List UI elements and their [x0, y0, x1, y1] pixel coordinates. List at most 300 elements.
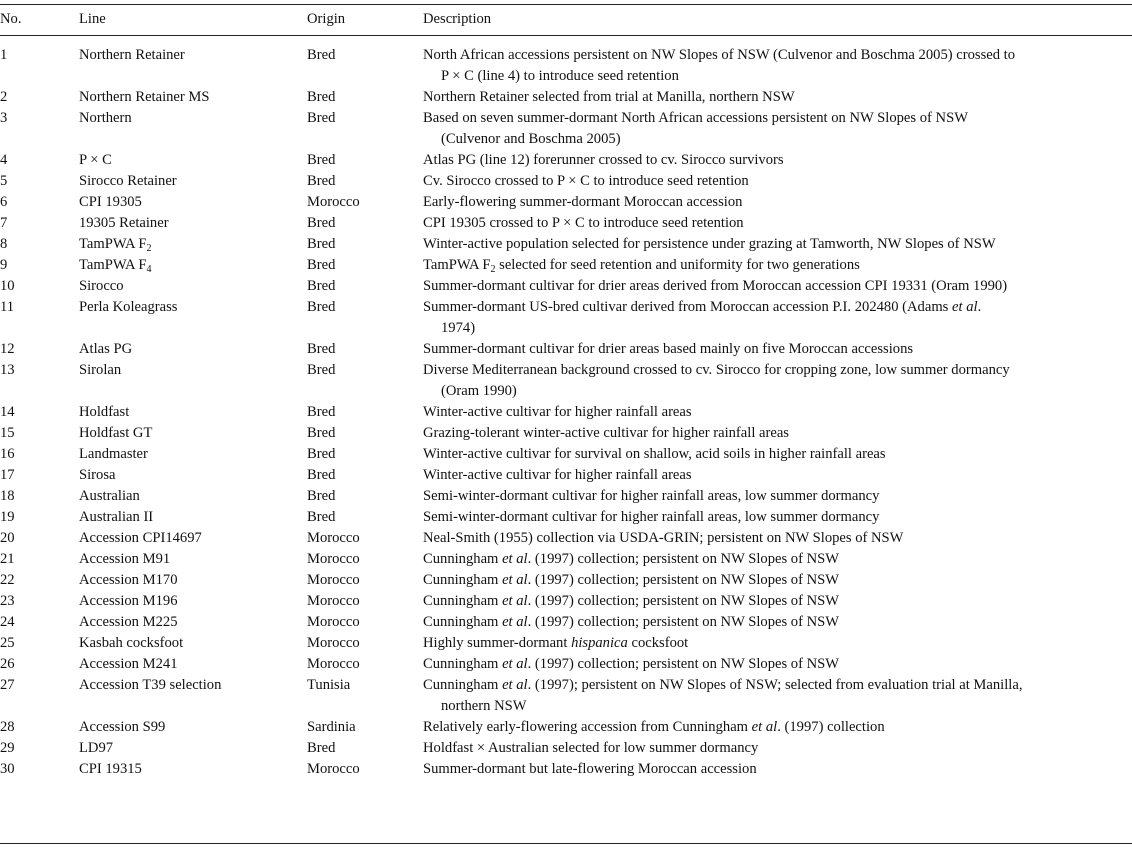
description-line-2: (Oram 1990)	[441, 383, 517, 399]
row-number	[0, 339, 79, 360]
description	[423, 759, 1132, 780]
origin	[307, 297, 423, 339]
table-row	[0, 738, 1132, 759]
description-text: Cunningham	[423, 593, 503, 609]
line-name-text: Sirocco Retainer	[79, 173, 177, 189]
origin-text: Morocco	[307, 194, 360, 210]
line-name	[79, 360, 307, 402]
description-line-1	[423, 276, 1132, 297]
row-number-text: 1	[0, 47, 8, 63]
table-row	[0, 591, 1132, 612]
row-number-text: 4	[0, 152, 8, 168]
description-text: Winter-active cultivar for higher rainfall areas	[423, 404, 692, 420]
table-row	[0, 549, 1132, 570]
origin-text: Bred	[307, 215, 336, 231]
line-name	[79, 633, 307, 654]
description-italic: et al	[502, 656, 528, 672]
line-name-text: CPI 19305	[79, 194, 142, 210]
row-number-text: 27	[0, 677, 15, 693]
origin-text: Bred	[307, 89, 336, 105]
description	[423, 171, 1132, 192]
description-tail: .	[977, 299, 982, 315]
line-name-text: Accession CPI14697	[79, 530, 202, 546]
row-number	[0, 633, 79, 654]
description-text: Summer-dormant but late-flowering Moroccan accession	[423, 761, 757, 777]
origin-text: Bred	[307, 236, 336, 252]
row-number	[0, 402, 79, 423]
table-row	[0, 759, 1132, 780]
origin	[307, 255, 423, 276]
description	[423, 528, 1132, 549]
origin	[307, 423, 423, 444]
origin	[307, 360, 423, 402]
description-italic: et al	[502, 677, 528, 693]
row-number	[0, 213, 79, 234]
description	[423, 591, 1132, 612]
description-text: Cunningham	[423, 656, 503, 672]
description-text: Summer-dormant cultivar for drier areas based mainly on five Moroccan accessions	[423, 341, 914, 357]
description-line-2: (Culvenor and Boschma 2005)	[441, 131, 621, 147]
origin-text: Morocco	[307, 614, 360, 630]
description-tail: . (1997); persistent on NW Slopes of NSW; selected from evaluation trial at Manilla,	[527, 677, 1023, 693]
row-number	[0, 297, 79, 339]
row-number	[0, 654, 79, 675]
line-name	[79, 654, 307, 675]
bottom-rule	[0, 843, 1132, 844]
description-text: Neal-Smith (1955) collection via USDA-GRIN; persistent on NW Slopes of NSW	[423, 530, 904, 546]
row-number	[0, 87, 79, 108]
line-name-text: CPI 19315	[79, 761, 142, 777]
description-line-1	[423, 444, 1132, 465]
line-name-text: Accession M170	[79, 572, 178, 588]
line-name	[79, 423, 307, 444]
row-number	[0, 150, 79, 171]
origin	[307, 276, 423, 297]
row-number	[0, 465, 79, 486]
description-text: TamPWA F	[423, 257, 491, 273]
description	[423, 633, 1132, 654]
description-line-1	[423, 570, 1132, 591]
row-number-text: 24	[0, 614, 15, 630]
description	[423, 255, 1132, 276]
line-name	[79, 717, 307, 738]
row-number-text: 16	[0, 446, 15, 462]
description	[423, 444, 1132, 465]
description-line-1	[423, 360, 1132, 381]
row-number	[0, 591, 79, 612]
description-line-1	[423, 297, 1132, 318]
table-row	[0, 654, 1132, 675]
description	[423, 360, 1132, 402]
origin	[307, 591, 423, 612]
line-name-text: Accession M241	[79, 656, 178, 672]
row-number	[0, 255, 79, 276]
table-header-row	[0, 0, 1132, 35]
line-name	[79, 150, 307, 171]
line-name	[79, 192, 307, 213]
description-tail: . (1997) collection; persistent on NW Slopes of NSW	[527, 551, 840, 567]
description	[423, 339, 1132, 360]
row-number-text: 30	[0, 761, 15, 777]
line-name-text: Holdfast GT	[79, 425, 153, 441]
origin	[307, 486, 423, 507]
row-number-text: 23	[0, 593, 15, 609]
row-number	[0, 35, 79, 87]
row-number-text: 19	[0, 509, 15, 525]
origin	[307, 507, 423, 528]
description-tail: . (1997) collection	[777, 719, 885, 735]
line-name-text: TamPWA F	[79, 236, 147, 252]
description-line-1	[423, 486, 1132, 507]
origin-text: Tunisia	[307, 677, 351, 693]
row-number-text: 20	[0, 530, 15, 546]
origin-text: Morocco	[307, 761, 360, 777]
description-line-1	[423, 423, 1132, 444]
table-row	[0, 465, 1132, 486]
row-number-text: 26	[0, 656, 15, 672]
description	[423, 675, 1132, 717]
description	[423, 654, 1132, 675]
line-name	[79, 276, 307, 297]
origin	[307, 108, 423, 150]
table-row	[0, 234, 1132, 255]
description-text: Grazing-tolerant winter-active cultivar for higher rainfall areas	[423, 425, 789, 441]
origin-text: Bred	[307, 509, 336, 525]
line-name-text: TamPWA F	[79, 257, 147, 273]
description-line-1	[423, 87, 1132, 108]
description	[423, 87, 1132, 108]
line-name	[79, 402, 307, 423]
row-number-text: 22	[0, 572, 15, 588]
origin-text: Bred	[307, 257, 336, 273]
row-number-text: 5	[0, 173, 8, 189]
line-name-text: Sirosa	[79, 467, 116, 483]
row-number-text: 9	[0, 257, 8, 273]
origin-text: Bred	[307, 446, 336, 462]
description-italic: et al	[502, 551, 528, 567]
line-name-subscript: 4	[146, 264, 152, 275]
description-line-1	[423, 738, 1132, 759]
description-italic: et al	[502, 614, 528, 630]
description	[423, 108, 1132, 150]
line-name	[79, 87, 307, 108]
description	[423, 570, 1132, 591]
line-name	[79, 528, 307, 549]
line-name	[79, 171, 307, 192]
origin-text: Bred	[307, 341, 336, 357]
line-name	[79, 507, 307, 528]
table-row	[0, 675, 1132, 717]
line-name	[79, 465, 307, 486]
table-row	[0, 213, 1132, 234]
line-name	[79, 297, 307, 339]
description-subscript: 2	[490, 264, 496, 275]
origin	[307, 192, 423, 213]
table-row	[0, 297, 1132, 339]
description-text: Cunningham	[423, 572, 503, 588]
origin-text: Bred	[307, 467, 336, 483]
line-name-text: Kasbah cocksfoot	[79, 635, 184, 651]
origin	[307, 87, 423, 108]
description-tail: . (1997) collection; persistent on NW Slopes of NSW	[527, 656, 840, 672]
origin	[307, 339, 423, 360]
table-row	[0, 108, 1132, 150]
row-number-text: 29	[0, 740, 15, 756]
description-line-1	[423, 633, 1132, 654]
origin-text: Morocco	[307, 530, 360, 546]
table-row	[0, 570, 1132, 591]
description-tail: . (1997) collection; persistent on NW Slopes of NSW	[527, 593, 840, 609]
origin	[307, 465, 423, 486]
row-number-text: 15	[0, 425, 15, 441]
description-line-1	[423, 717, 1132, 738]
line-name-text: Accession S99	[79, 719, 166, 735]
description	[423, 192, 1132, 213]
description-text: Winter-active cultivar for survival on shallow, acid soils in higher rainfall areas	[423, 446, 886, 462]
row-number	[0, 234, 79, 255]
origin	[307, 213, 423, 234]
description-text: Summer-dormant cultivar for drier areas derived from Moroccan accession CPI 19331 (Oram 1990)	[423, 278, 1008, 294]
line-name	[79, 486, 307, 507]
line-name-subscript: 2	[146, 243, 152, 254]
description	[423, 297, 1132, 339]
row-number	[0, 759, 79, 780]
origin-text: Morocco	[307, 635, 360, 651]
origin-text: Bred	[307, 488, 336, 504]
description-text: Summer-dormant US-bred cultivar derived from Moroccan accession P.I. 202480 (Adams	[423, 299, 953, 315]
header-line: Line	[79, 10, 106, 27]
description-line-1	[423, 213, 1132, 234]
header-no: No.	[0, 10, 22, 27]
description-text: Cv. Sirocco crossed to P × C to introduce seed retention	[423, 173, 749, 189]
origin	[307, 633, 423, 654]
row-number-text: 17	[0, 467, 15, 483]
table-row	[0, 276, 1132, 297]
line-name-text: Accession M91	[79, 551, 171, 567]
description-line-1	[423, 339, 1132, 360]
description-text: Semi-winter-dormant cultivar for higher rainfall areas, low summer dormancy	[423, 488, 880, 504]
description-line-1	[423, 759, 1132, 780]
description	[423, 717, 1132, 738]
line-name-text: Sirolan	[79, 362, 122, 378]
table-row	[0, 633, 1132, 654]
line-name	[79, 255, 307, 276]
row-number-text: 14	[0, 404, 15, 420]
description-line-1	[423, 108, 1132, 129]
row-number	[0, 507, 79, 528]
description-text: Winter-active cultivar for higher rainfall areas	[423, 467, 692, 483]
description-line-1	[423, 255, 1132, 276]
description-line-1	[423, 192, 1132, 213]
line-name	[79, 444, 307, 465]
origin	[307, 171, 423, 192]
table-row	[0, 339, 1132, 360]
origin	[307, 402, 423, 423]
table-row	[0, 528, 1132, 549]
description	[423, 35, 1132, 87]
description-line-1	[423, 654, 1132, 675]
description-line-2: 1974)	[441, 320, 476, 336]
origin	[307, 612, 423, 633]
description-line-1	[423, 675, 1132, 696]
row-number	[0, 738, 79, 759]
row-number	[0, 717, 79, 738]
header-origin: Origin	[307, 10, 346, 27]
line-name	[79, 339, 307, 360]
description	[423, 486, 1132, 507]
description-text: Cunningham	[423, 677, 503, 693]
line-name-text: Northern	[79, 110, 132, 126]
header-description: Description	[423, 10, 492, 27]
row-number	[0, 108, 79, 150]
line-name	[79, 570, 307, 591]
origin	[307, 150, 423, 171]
description-text: Winter-active population selected for persistence under grazing at Tamworth, NW Slopes of NSW	[423, 236, 996, 252]
description-line-1	[423, 549, 1132, 570]
description-text: Early-flowering summer-dormant Moroccan accession	[423, 194, 743, 210]
row-number-text: 13	[0, 362, 15, 378]
row-number-text: 8	[0, 236, 8, 252]
line-name-text: Accession M225	[79, 614, 178, 630]
origin	[307, 549, 423, 570]
table-row	[0, 360, 1132, 402]
origin-text: Morocco	[307, 656, 360, 672]
origin	[307, 759, 423, 780]
description-tail: . (1997) collection; persistent on NW Slopes of NSW	[527, 614, 840, 630]
row-number-text: 12	[0, 341, 15, 357]
description-line-1	[423, 507, 1132, 528]
description	[423, 507, 1132, 528]
description	[423, 549, 1132, 570]
description	[423, 465, 1132, 486]
description-italic: et al	[502, 572, 528, 588]
description-italic: et al	[502, 593, 528, 609]
table-row	[0, 423, 1132, 444]
row-number	[0, 423, 79, 444]
line-name-text: P × C	[79, 152, 112, 168]
table-row	[0, 192, 1132, 213]
row-number	[0, 612, 79, 633]
line-name-text: Accession T39 selection	[79, 677, 222, 693]
row-number	[0, 675, 79, 717]
line-name-text: Australian II	[79, 509, 154, 525]
row-number-text: 6	[0, 194, 8, 210]
row-number	[0, 276, 79, 297]
origin-text: Bred	[307, 47, 336, 63]
line-name	[79, 549, 307, 570]
table-row	[0, 150, 1132, 171]
row-number	[0, 360, 79, 402]
description-italic: hispanica	[571, 635, 628, 651]
table-row	[0, 402, 1132, 423]
description	[423, 738, 1132, 759]
origin-text: Bred	[307, 110, 336, 126]
row-number	[0, 549, 79, 570]
origin-text: Morocco	[307, 593, 360, 609]
description-text: Highly summer-dormant	[423, 635, 572, 651]
origin	[307, 738, 423, 759]
row-number-text: 25	[0, 635, 15, 651]
row-number	[0, 171, 79, 192]
table-body	[0, 35, 1132, 780]
table-row	[0, 255, 1132, 276]
line-name-text: Northern Retainer	[79, 47, 185, 63]
line-name	[79, 759, 307, 780]
line-name-text: Atlas PG	[79, 341, 133, 357]
description-line-1	[423, 465, 1132, 486]
description-text: CPI 19305 crossed to P × C to introduce seed retention	[423, 215, 744, 231]
row-number-text: 7	[0, 215, 8, 231]
line-name-text: Holdfast	[79, 404, 130, 420]
table-row	[0, 35, 1132, 87]
line-name	[79, 612, 307, 633]
origin	[307, 675, 423, 717]
line-name-text: Northern Retainer MS	[79, 89, 210, 105]
description-text: Cunningham	[423, 614, 503, 630]
line-name-text: Australian	[79, 488, 140, 504]
description-text: Semi-winter-dormant cultivar for higher rainfall areas, low summer dormancy	[423, 509, 880, 525]
description-text: Relatively early-flowering accession from Cunningham	[423, 719, 752, 735]
row-number	[0, 444, 79, 465]
origin-text: Bred	[307, 173, 336, 189]
origin	[307, 35, 423, 87]
table-row	[0, 507, 1132, 528]
description-line-1	[423, 402, 1132, 423]
description	[423, 402, 1132, 423]
row-number-text: 21	[0, 551, 15, 567]
description	[423, 213, 1132, 234]
description-line-1	[423, 234, 1132, 255]
origin-text: Bred	[307, 740, 336, 756]
description-text: Diverse Mediterranean background crossed to cv. Sirocco for cropping zone, low summer dormancy	[423, 362, 1010, 378]
line-name	[79, 591, 307, 612]
description-line-1	[423, 591, 1132, 612]
row-number	[0, 486, 79, 507]
origin	[307, 528, 423, 549]
description-text: Atlas PG (line 12) forerunner crossed to cv. Sirocco survivors	[423, 152, 784, 168]
description-line-1	[423, 150, 1132, 171]
description-line-1	[423, 45, 1132, 66]
origin-text: Bred	[307, 152, 336, 168]
row-number-text: 3	[0, 110, 8, 126]
line-name	[79, 234, 307, 255]
description-italic: et al	[952, 299, 978, 315]
origin	[307, 234, 423, 255]
origin	[307, 570, 423, 591]
line-name-text: LD97	[79, 740, 114, 756]
description-italic: et al	[751, 719, 778, 735]
line-name	[79, 738, 307, 759]
origin-text: Bred	[307, 299, 336, 315]
origin-text: Sardinia	[307, 719, 356, 735]
origin	[307, 444, 423, 465]
row-number-text: 10	[0, 278, 15, 294]
origin-text: Morocco	[307, 551, 360, 567]
table-row	[0, 717, 1132, 738]
row-number-text: 11	[0, 299, 15, 315]
description-line-2: northern NSW	[441, 698, 527, 714]
origin-text: Morocco	[307, 572, 360, 588]
description	[423, 276, 1132, 297]
line-name-text: Sirocco	[79, 278, 124, 294]
description-tail: . (1997) collection; persistent on NW Slopes of NSW	[527, 572, 840, 588]
row-number-text: 2	[0, 89, 8, 105]
table-row	[0, 444, 1132, 465]
row-number-text: 18	[0, 488, 15, 504]
table-row	[0, 87, 1132, 108]
description-line-1	[423, 171, 1132, 192]
origin-text: Bred	[307, 425, 336, 441]
